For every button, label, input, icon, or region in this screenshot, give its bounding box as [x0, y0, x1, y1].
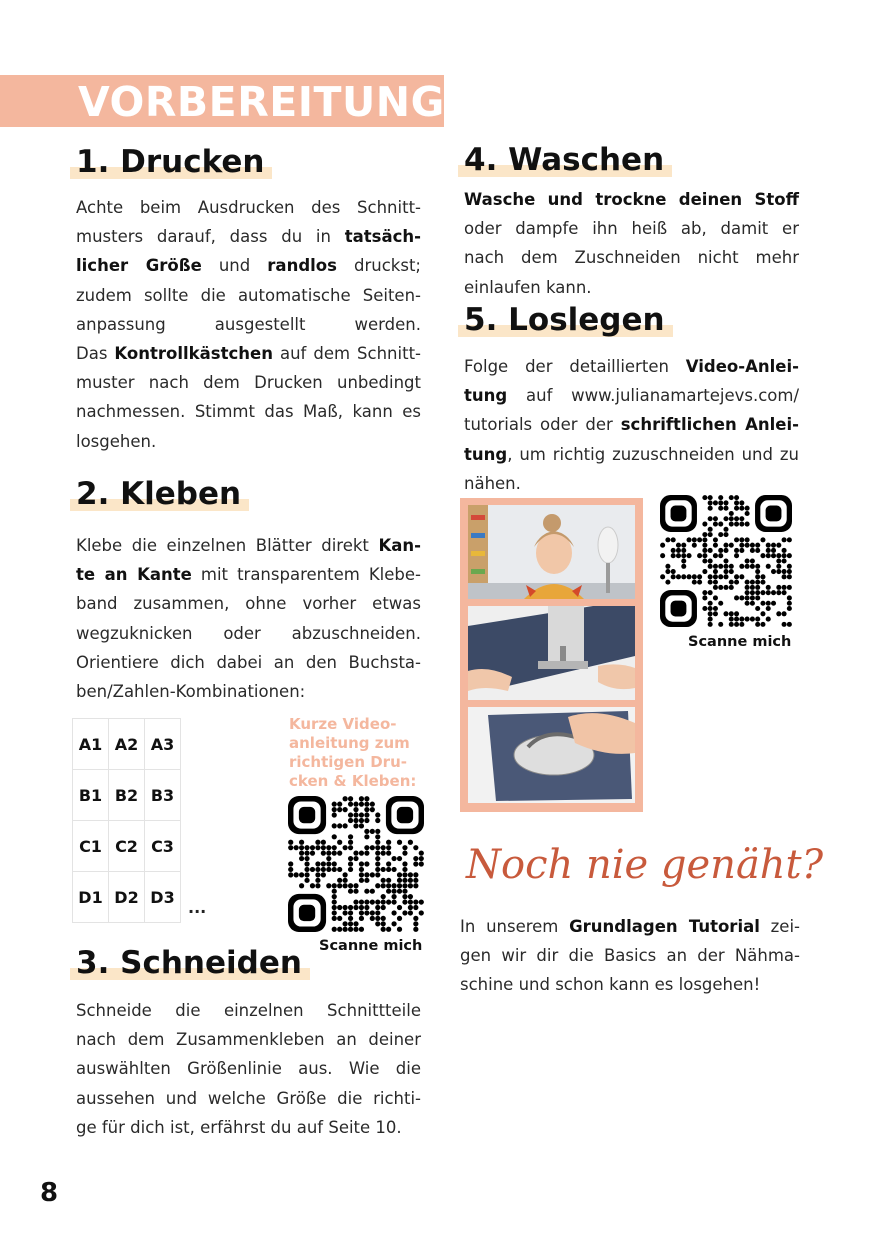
text-line — [464, 440, 799, 469]
text-run: tutorials oder der — [464, 415, 621, 435]
bold-run: Grundlagen Tutorial — [569, 917, 760, 936]
grid-cell: B3 — [145, 770, 181, 821]
text-run: Achte beim Ausdrucken des Schnitt- — [76, 198, 421, 217]
text-run: zei- — [759, 917, 800, 936]
text-run: druckst; — [336, 256, 421, 276]
bold-run: Wasche und trockne deinen Stoff — [464, 190, 799, 209]
text-run: muster nach dem Drucken unbedingt — [76, 373, 421, 393]
grid-cell: A3 — [145, 719, 181, 770]
waschen-text — [464, 185, 799, 302]
drucken-text — [76, 193, 421, 456]
scan-label: Scanne mich — [319, 938, 423, 954]
text-run: oder dampfe ihn heiß ab, damit er — [464, 219, 799, 239]
text-line — [76, 193, 421, 222]
bold-run: tung — [464, 444, 508, 464]
text-line — [460, 941, 800, 970]
text-run: schine und schon kann es losgehen! — [460, 975, 761, 995]
text-line — [76, 677, 421, 706]
text-line — [76, 1054, 421, 1083]
ironing-photo — [468, 707, 635, 803]
noch-text — [460, 912, 800, 1000]
text-line — [76, 251, 421, 280]
text-line — [464, 273, 799, 302]
text-line — [76, 310, 421, 339]
grid-cell: D2 — [109, 872, 145, 923]
text-line — [76, 1025, 421, 1054]
text-run: nach dem Zusammenkleben an deiner — [76, 1030, 421, 1050]
grid-cell: C1 — [73, 821, 109, 872]
text-line — [76, 1084, 421, 1113]
bold-run: Video-Anlei- — [685, 357, 799, 376]
text-line — [460, 970, 800, 999]
bold-run: Kan- — [378, 536, 421, 555]
text-run: band zusammen, ohne vorher etwas — [76, 594, 421, 614]
text-run: Orientiere dich dabei an den Buchsta- — [76, 652, 421, 672]
bold-run: licher Größe — [76, 256, 202, 276]
text-run: ge für dich ist, erfährst du auf Seite 10. — [76, 1117, 402, 1137]
text-run: zudem sollte die automatische Seiten- — [76, 285, 421, 305]
qr-code-icon[interactable] — [660, 495, 792, 627]
text-run: nähen. — [464, 473, 521, 493]
text-line — [76, 648, 421, 677]
grid-cell: A2 — [109, 719, 145, 770]
text-run: aussehen und welche Größe die richti- — [76, 1088, 421, 1108]
section-banner — [0, 75, 444, 127]
heading-kleben: 2. Kleben — [76, 476, 241, 512]
text-line — [76, 427, 421, 456]
text-line — [76, 339, 421, 368]
text-run: auf dem Schnitt- — [272, 344, 421, 364]
script-heading — [460, 822, 824, 902]
text-line — [460, 912, 800, 941]
text-run: einlaufen kann. — [464, 277, 592, 297]
grid-cell: B1 — [73, 770, 109, 821]
text-line — [76, 397, 421, 426]
text-run: Klebe die einzelnen Blätter direkt — [76, 536, 379, 555]
heading-schneiden: 3. Schneiden — [76, 945, 302, 981]
text-line — [76, 281, 421, 310]
text-run: Das — [76, 344, 115, 364]
text-line — [464, 469, 799, 498]
text-run: nach dem Zuschneiden nicht mehr — [464, 248, 799, 268]
text-line — [464, 185, 799, 214]
text-run: nachmessen. Stimmt das Maß, kann es — [76, 402, 421, 422]
text-line — [464, 410, 799, 439]
heading-drucken: 1. Drucken — [76, 144, 264, 180]
text-run: gen wir dir die Basics an der Nähma- — [460, 946, 800, 966]
text-run: und — [201, 256, 268, 276]
heading-waschen: 4. Waschen — [464, 142, 664, 178]
presenter-photo — [468, 505, 635, 599]
banner-title: VORBEREITUNG — [78, 78, 445, 126]
grid-cell: D3 — [145, 872, 181, 923]
grid-cell: A1 — [73, 719, 109, 770]
sewing-machine-photo — [468, 606, 635, 700]
text-run: Folge der detaillierten — [464, 357, 686, 376]
text-line — [464, 243, 799, 272]
tutorial-photo-strip — [460, 498, 643, 812]
grid-cell: C2 — [109, 821, 145, 872]
scan-label: Scanne mich — [688, 634, 792, 650]
grid-ellipsis: ... — [188, 898, 207, 917]
bold-run: randlos — [267, 256, 337, 276]
text-line — [464, 381, 799, 410]
text-line — [76, 531, 421, 560]
text-line — [76, 222, 421, 251]
text-run: ben/Zahlen-Kombinationen: — [76, 682, 306, 702]
grid-cell: C3 — [145, 821, 181, 872]
bold-run: tatsäch- — [344, 227, 421, 247]
bold-run: te an Kante — [76, 565, 192, 585]
text-run: In unserem — [460, 917, 570, 936]
text-line — [76, 589, 421, 618]
page-assembly-grid — [72, 718, 181, 923]
text-run: auf www.julianamartejevs.com/ — [507, 386, 799, 406]
video-hint: Kurze Video- anleitung zum richtigen Dru- cken & Kleben: — [289, 715, 417, 790]
text-run: mit transparentem Klebe- — [191, 565, 421, 585]
text-run: Schneide die einzelnen Schnittteile — [76, 1001, 421, 1020]
text-line — [464, 214, 799, 243]
heading-loslegen: 5. Loslegen — [464, 302, 665, 338]
text-run: losgehen. — [76, 431, 157, 451]
bold-run: schriftlichen Anlei- — [620, 415, 799, 435]
loslegen-text — [464, 352, 799, 498]
text-line — [76, 368, 421, 397]
bold-run: tung — [464, 386, 508, 406]
grid-cell: B2 — [109, 770, 145, 821]
bold-run: Kontrollkästchen — [114, 344, 273, 364]
text-run: auswählten Größenlinie aus. Wie die — [76, 1059, 421, 1079]
kleben-text — [76, 531, 421, 706]
text-run: anpassung ausgestellt werden. — [76, 314, 421, 334]
text-run: wegzuknicken oder abzuschneiden. — [76, 623, 421, 643]
page-number: 8 — [40, 1178, 59, 1208]
text-run: , um richtig zuzuschneiden und zu — [507, 444, 799, 464]
grid-cell: D1 — [73, 872, 109, 923]
text-line — [464, 352, 799, 381]
text-line — [76, 619, 421, 648]
text-line — [76, 996, 421, 1025]
text-run: musters darauf, dass du in — [76, 227, 345, 247]
schneiden-text — [76, 996, 421, 1142]
text-line — [76, 560, 421, 589]
script-title: Noch nie genäht? — [466, 842, 824, 888]
text-line — [76, 1113, 421, 1142]
qr-code-icon[interactable] — [288, 796, 424, 932]
